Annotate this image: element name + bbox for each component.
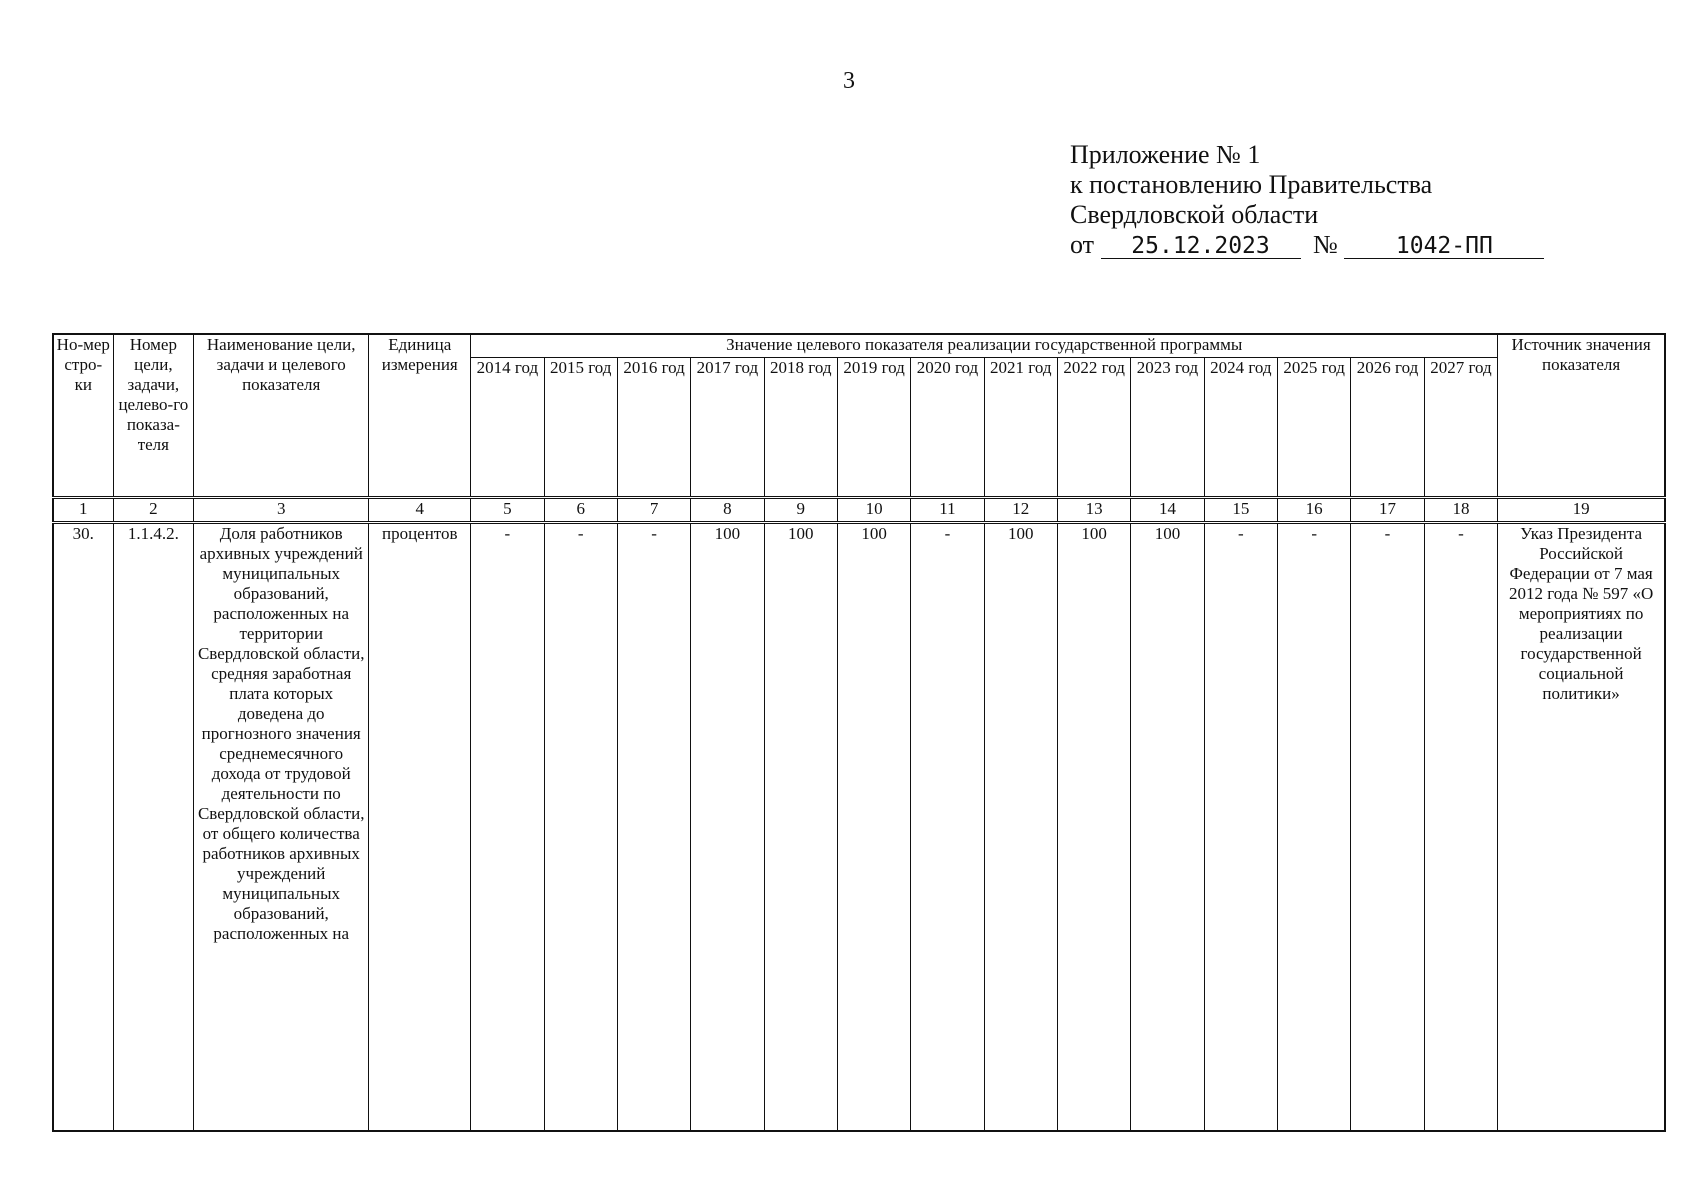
value-cell: 100 <box>1057 523 1130 1132</box>
header-year: 2027 год <box>1424 358 1498 498</box>
value-cell: - <box>1277 523 1350 1132</box>
header-code: Номер цели, задачи, целево-го показа-теля <box>113 334 193 498</box>
indicator-name: Доля работников архивных учреждений муниципальных образований, расположенных на территории Свердловской области, средняя заработная плата которых доведена до прогнозного значения среднемесячного дохода от трудовой деятельности по Свердловской области, от общего количества работников архивных учреждений муниципальных образований, расположенных на <box>194 523 369 1132</box>
row-number: 30. <box>53 523 113 1132</box>
value-cell: 100 <box>691 523 764 1132</box>
value-cell: - <box>1351 523 1424 1132</box>
value-cell: - <box>544 523 617 1132</box>
column-number: 2 <box>113 498 193 523</box>
indicator-source: Указ Президента Российской Федерации от 7 мая 2012 года № 597 «О мероприятиях по реализации государственной социальной политики» <box>1498 523 1665 1132</box>
header-name: Наименование цели, задачи и целевого показателя <box>194 334 369 498</box>
indicator-code: 1.1.4.2. <box>113 523 193 1132</box>
column-number: 19 <box>1498 498 1665 523</box>
column-number: 15 <box>1204 498 1277 523</box>
header-year: 2014 год <box>471 358 544 498</box>
decree-number: 1042-ПП <box>1344 234 1544 259</box>
annex-subtitle: к постановлению Правительства <box>1070 170 1433 199</box>
number-label: № <box>1313 230 1338 259</box>
annex-date-row <box>1070 230 1544 260</box>
value-cell: - <box>617 523 690 1132</box>
header-year: 2015 год <box>544 358 617 498</box>
value-cell: 100 <box>1131 523 1204 1132</box>
value-cell: - <box>1424 523 1498 1132</box>
header-year: 2016 год <box>617 358 690 498</box>
column-number: 9 <box>764 498 837 523</box>
column-number: 12 <box>984 498 1057 523</box>
annex-region: Свердловской области <box>1070 200 1319 229</box>
value-cell: - <box>911 523 984 1132</box>
column-number: 7 <box>617 498 690 523</box>
value-cell: 100 <box>764 523 837 1132</box>
value-cell: - <box>471 523 544 1132</box>
header-year: 2026 год <box>1351 358 1424 498</box>
column-number: 10 <box>837 498 910 523</box>
column-number: 13 <box>1057 498 1130 523</box>
header-year: 2021 год <box>984 358 1057 498</box>
column-number: 1 <box>53 498 113 523</box>
header-year: 2022 год <box>1057 358 1130 498</box>
table-row <box>53 523 1665 1132</box>
page-number: 3 <box>843 68 855 94</box>
column-number: 5 <box>471 498 544 523</box>
header-year: 2023 год <box>1131 358 1204 498</box>
value-cell: 100 <box>837 523 910 1132</box>
column-number: 18 <box>1424 498 1498 523</box>
header-year: 2025 год <box>1277 358 1350 498</box>
header-year: 2024 год <box>1204 358 1277 498</box>
from-label: от <box>1070 230 1095 259</box>
column-number: 8 <box>691 498 764 523</box>
annex-header <box>1070 140 1544 260</box>
column-number: 17 <box>1351 498 1424 523</box>
column-number: 4 <box>369 498 471 523</box>
header-year: 2017 год <box>691 358 764 498</box>
annex-title: Приложение № 1 <box>1070 140 1261 169</box>
decree-date: 25.12.2023 <box>1101 234 1301 259</box>
header-row-number: Но-мер стро-ки <box>53 334 113 498</box>
header-year: 2018 год <box>764 358 837 498</box>
value-cell: 100 <box>984 523 1057 1132</box>
column-number: 3 <box>194 498 369 523</box>
header-source: Источник значения показателя <box>1498 334 1665 498</box>
column-number-row <box>53 498 1665 523</box>
header-unit: Единица измерения <box>369 334 471 498</box>
header-values-group: Значение целевого показателя реализации государственной программы <box>471 334 1498 358</box>
header-year: 2020 год <box>911 358 984 498</box>
column-number: 6 <box>544 498 617 523</box>
column-number: 14 <box>1131 498 1204 523</box>
header-year: 2019 год <box>837 358 910 498</box>
column-number: 16 <box>1277 498 1350 523</box>
value-cell: - <box>1204 523 1277 1132</box>
indicator-unit: процентов <box>369 523 471 1132</box>
indicators-table <box>52 333 1666 1132</box>
column-number: 11 <box>911 498 984 523</box>
